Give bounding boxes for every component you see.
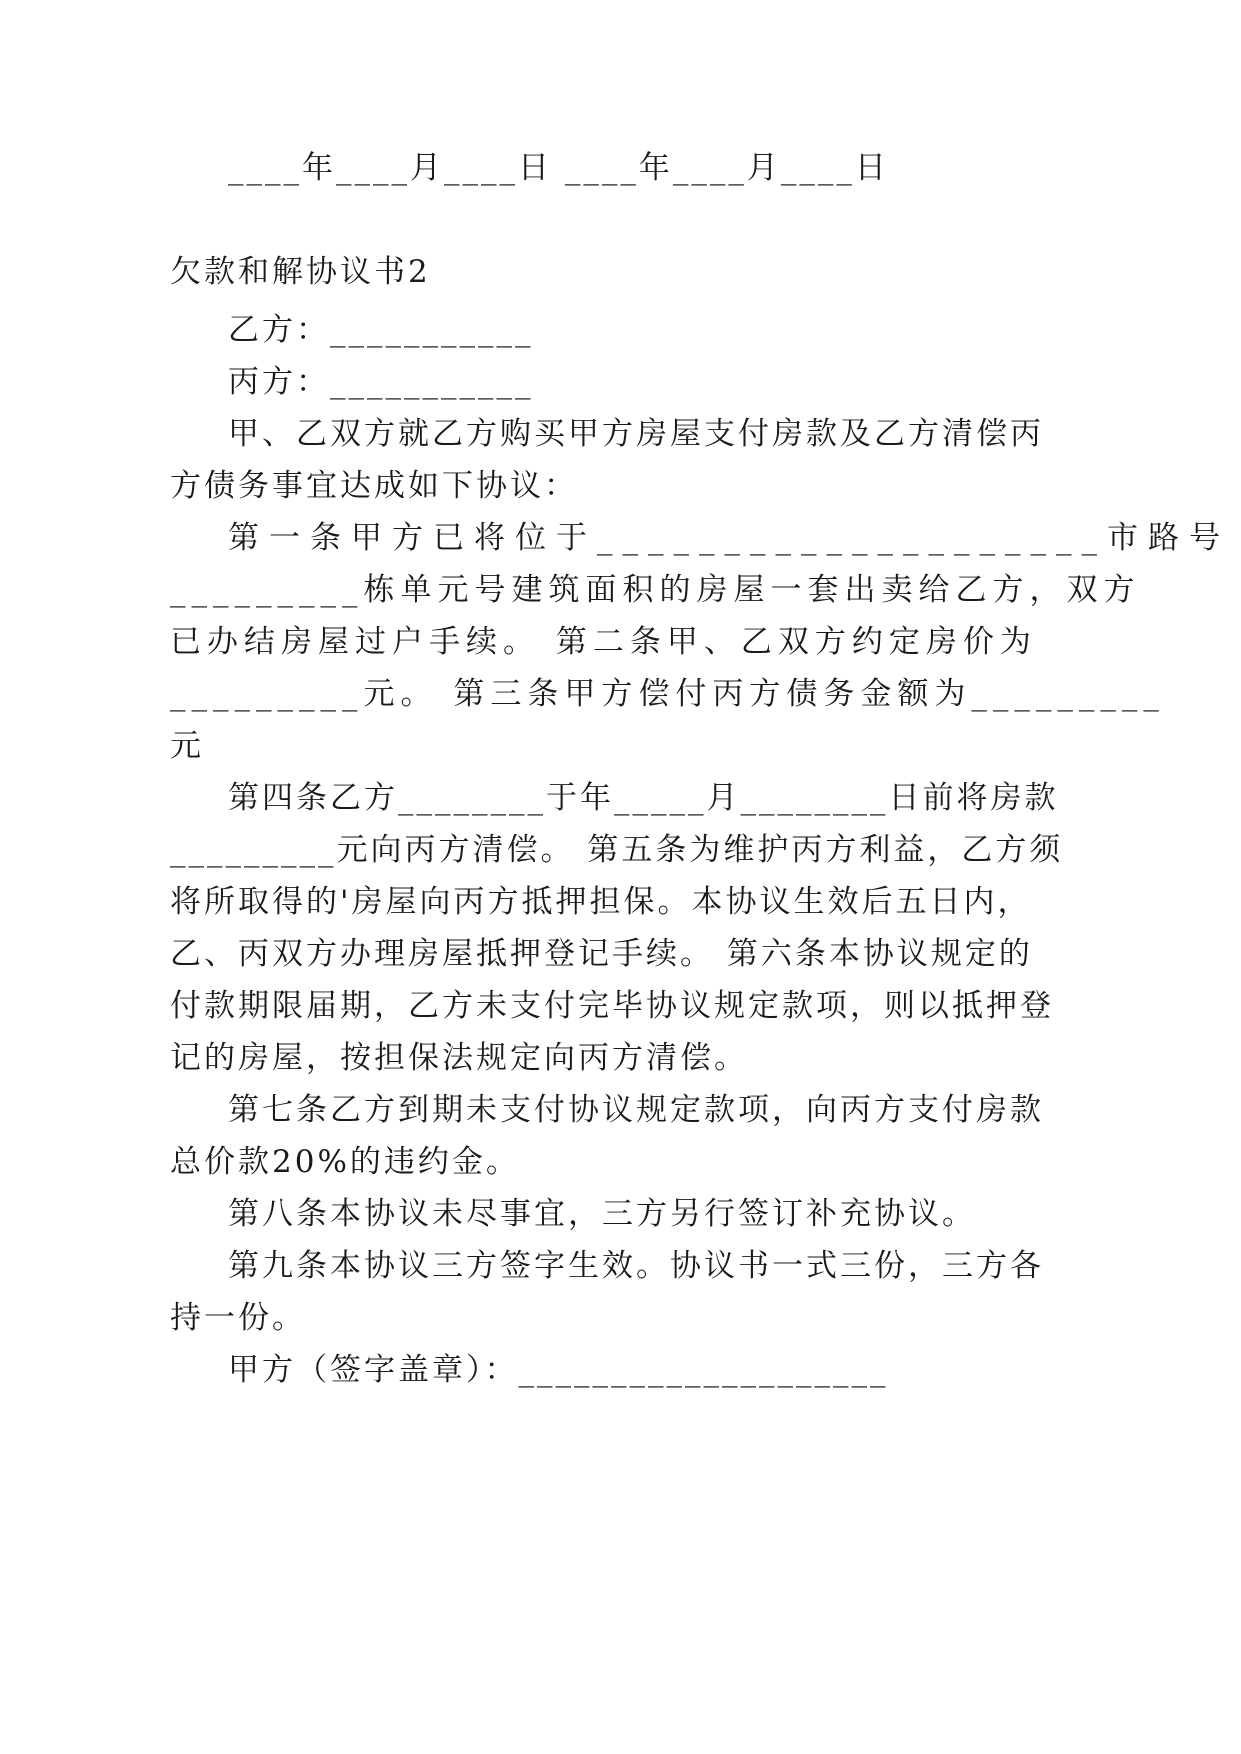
article-1-line-2: _________栋单元号建筑面积的房屋一套出卖给乙方，双方 (170, 572, 1141, 608)
article-1-line-3: 已办结房屋过户手续。 第二条甲、乙双方约定房价为 (170, 624, 1037, 660)
article-4-line-4: 乙、丙双方办理房屋抵押登记手续。 第六条本协议规定的 (170, 936, 1033, 972)
section-title: 欠款和解协议书2 (170, 254, 431, 290)
article-8-line: 第八条本协议未尽事宜，三方另行签订补充协议。 (228, 1196, 976, 1232)
party-b-line: 乙方：___________ (228, 312, 534, 348)
article-9-line-1: 第九条本协议三方签字生效。协议书一式三份，三方各 (228, 1248, 1044, 1284)
article-4-line-2: _________元向丙方清偿。 第五条为维护丙方利益，乙方须 (170, 832, 1064, 868)
article-4-line-6: 记的房屋，按担保法规定向丙方清偿。 (170, 1040, 748, 1076)
signature-party-a: 甲方（签字盖章）：____________________ (228, 1352, 889, 1388)
article-7-line-2: 总价款20%的违约金。 (170, 1144, 520, 1180)
party-c-line: 丙方：___________ (228, 364, 534, 400)
intro-line-2: 方债务事宜达成如下协议： (170, 468, 578, 504)
intro-line-1: 甲、乙双方就乙方购买甲方房屋支付房款及乙方清偿丙 (228, 416, 1044, 452)
article-1-line-5: 元 (170, 728, 204, 764)
article-1-line-4: _________元。 第三条甲方偿付丙方债务金额为_________ (170, 676, 1165, 712)
article-7-line-1: 第七条乙方到期未支付协议规定款项，向丙方支付房款 (228, 1092, 1044, 1128)
article-1-line-1: 第一条甲方已将位于____________________市路号 (228, 520, 1230, 556)
article-4-line-1: 第四条乙方________于年_____月________日前将房款 (228, 780, 1059, 816)
article-4-line-3: 将所取得的'房屋向丙方抵押担保。本协议生效后五日内， (170, 884, 1032, 920)
article-4-line-5: 付款期限届期，乙方未支付完毕协议规定款项，则以抵押登 (170, 988, 1054, 1024)
date-line: ____年____月____日 ____年____月____日 (228, 150, 889, 186)
article-9-line-2: 持一份。 (170, 1300, 306, 1336)
